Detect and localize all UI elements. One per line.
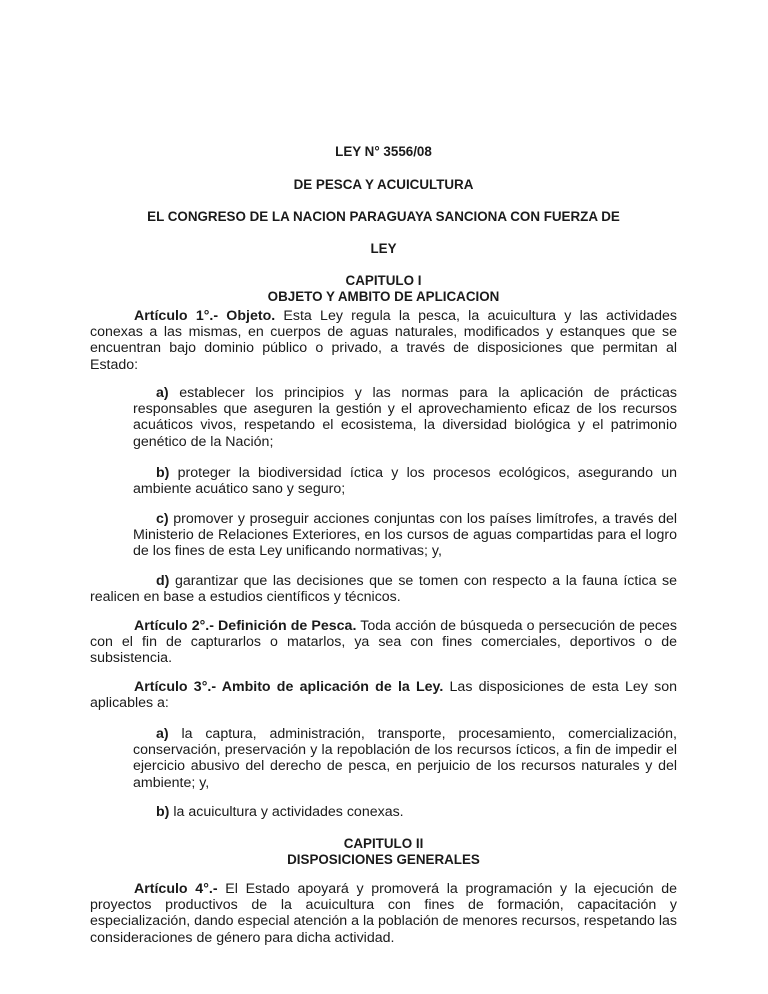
law-title: LEY N° 3556/08 xyxy=(335,144,432,159)
item-text: promover y proseguir acciones conjuntas con los países limítrofes, a través del Ministerio de Relaciones Exteriores, en los cursos de aguas compartidas para el logro de los fines de esta Ley unificando normativas; y, xyxy=(133,511,677,560)
item-label: b) xyxy=(156,804,170,820)
article-1-text xyxy=(90,308,677,373)
article-1-item-a xyxy=(90,385,677,450)
article-body: Toda acción de búsqueda o persecución de peces con el fin de capturarlos o matarlos, ya sea con fines comerciales, deportivos o de subsistencia. xyxy=(90,618,677,667)
enactment-line-2: LEY xyxy=(370,241,397,256)
article-heading: Artículo 2°.- Definición de Pesca. xyxy=(134,618,357,634)
chapter-name: DISPOSICIONES GENERALES xyxy=(287,852,480,867)
item-label: a) xyxy=(156,726,169,742)
item-text: establecer los principios y las normas para la aplicación de prácticas responsables que aseguren la gestión y el aprovechamiento eficaz de los recursos acuáticos vivos, respetando el ecosistema, la diversidad biológica y el patrimonio genético de la Nación; xyxy=(133,385,677,450)
chapter-number: CAPITULO I xyxy=(345,273,422,288)
article-3 xyxy=(90,679,677,711)
article-heading: Artículo 3°.- Ambito de aplicación de la Ley. xyxy=(134,679,444,695)
article-4 xyxy=(90,881,677,946)
article-heading: Artículo 4°.- xyxy=(134,881,218,897)
item-text: la acuicultura y actividades conexas. xyxy=(169,804,404,820)
item-text: la captura, administración, transporte, procesamiento, comercialización, conservación, preservación y la repoblación de los recursos ícticos, a fin de impedir el ejercicio abusivo del derecho de pesca, en perjuicio de los recursos naturales y del ambiente; y, xyxy=(133,726,677,791)
article-1-item-c xyxy=(90,511,677,560)
item-label: a) xyxy=(156,385,169,401)
article-1-item-b xyxy=(90,465,677,497)
chapter-1-heading xyxy=(90,273,677,305)
article-3-item-b xyxy=(90,804,677,820)
article-3-item-a xyxy=(90,726,677,791)
item-label: d) xyxy=(156,573,170,589)
article-body: Esta Ley regula la pesca, la acuicultura y las actividades conexas a las mismas, en cuerpos de aguas naturales, modificados y estanques que se encuentran bajo dominio público o privado, a través de disposiciones que permitan al Estado: xyxy=(90,308,677,373)
item-text: proteger la biodiversidad íctica y los procesos ecológicos, asegurando un ambiente acuático sano y seguro; xyxy=(133,465,677,498)
article-body: El Estado apoyará y promoverá la programación y la ejecución de proyectos productivos de la acuicultura con fines de formación, capacitación y especialización, dando especial atención a la población de menores recursos, respetando las consideraciones de género para dicha actividad. xyxy=(90,881,677,946)
item-label: b) xyxy=(156,465,170,481)
article-heading: Artículo 1°.- Objeto. xyxy=(134,308,276,324)
chapter-name: OBJETO Y AMBITO DE APLICACION xyxy=(267,289,500,304)
article-body: Las disposiciones de esta Ley son aplicables a: xyxy=(90,679,678,712)
law-subtitle: DE PESCA Y ACUICULTURA xyxy=(293,177,474,192)
article-2 xyxy=(90,618,677,667)
article-1 xyxy=(90,308,677,373)
enactment-line-1: EL CONGRESO DE LA NACION PARAGUAYA SANCIONA CON FUERZA DE xyxy=(147,209,620,224)
item-text: garantizar que las decisiones que se tomen con respecto a la fauna íctica se realicen en base a estudios científicos y técnicos. xyxy=(90,573,677,606)
chapter-number: CAPITULO II xyxy=(343,836,424,851)
chapter-2-heading xyxy=(90,836,677,868)
item-label: c) xyxy=(156,511,169,527)
article-1-item-d xyxy=(90,573,677,605)
